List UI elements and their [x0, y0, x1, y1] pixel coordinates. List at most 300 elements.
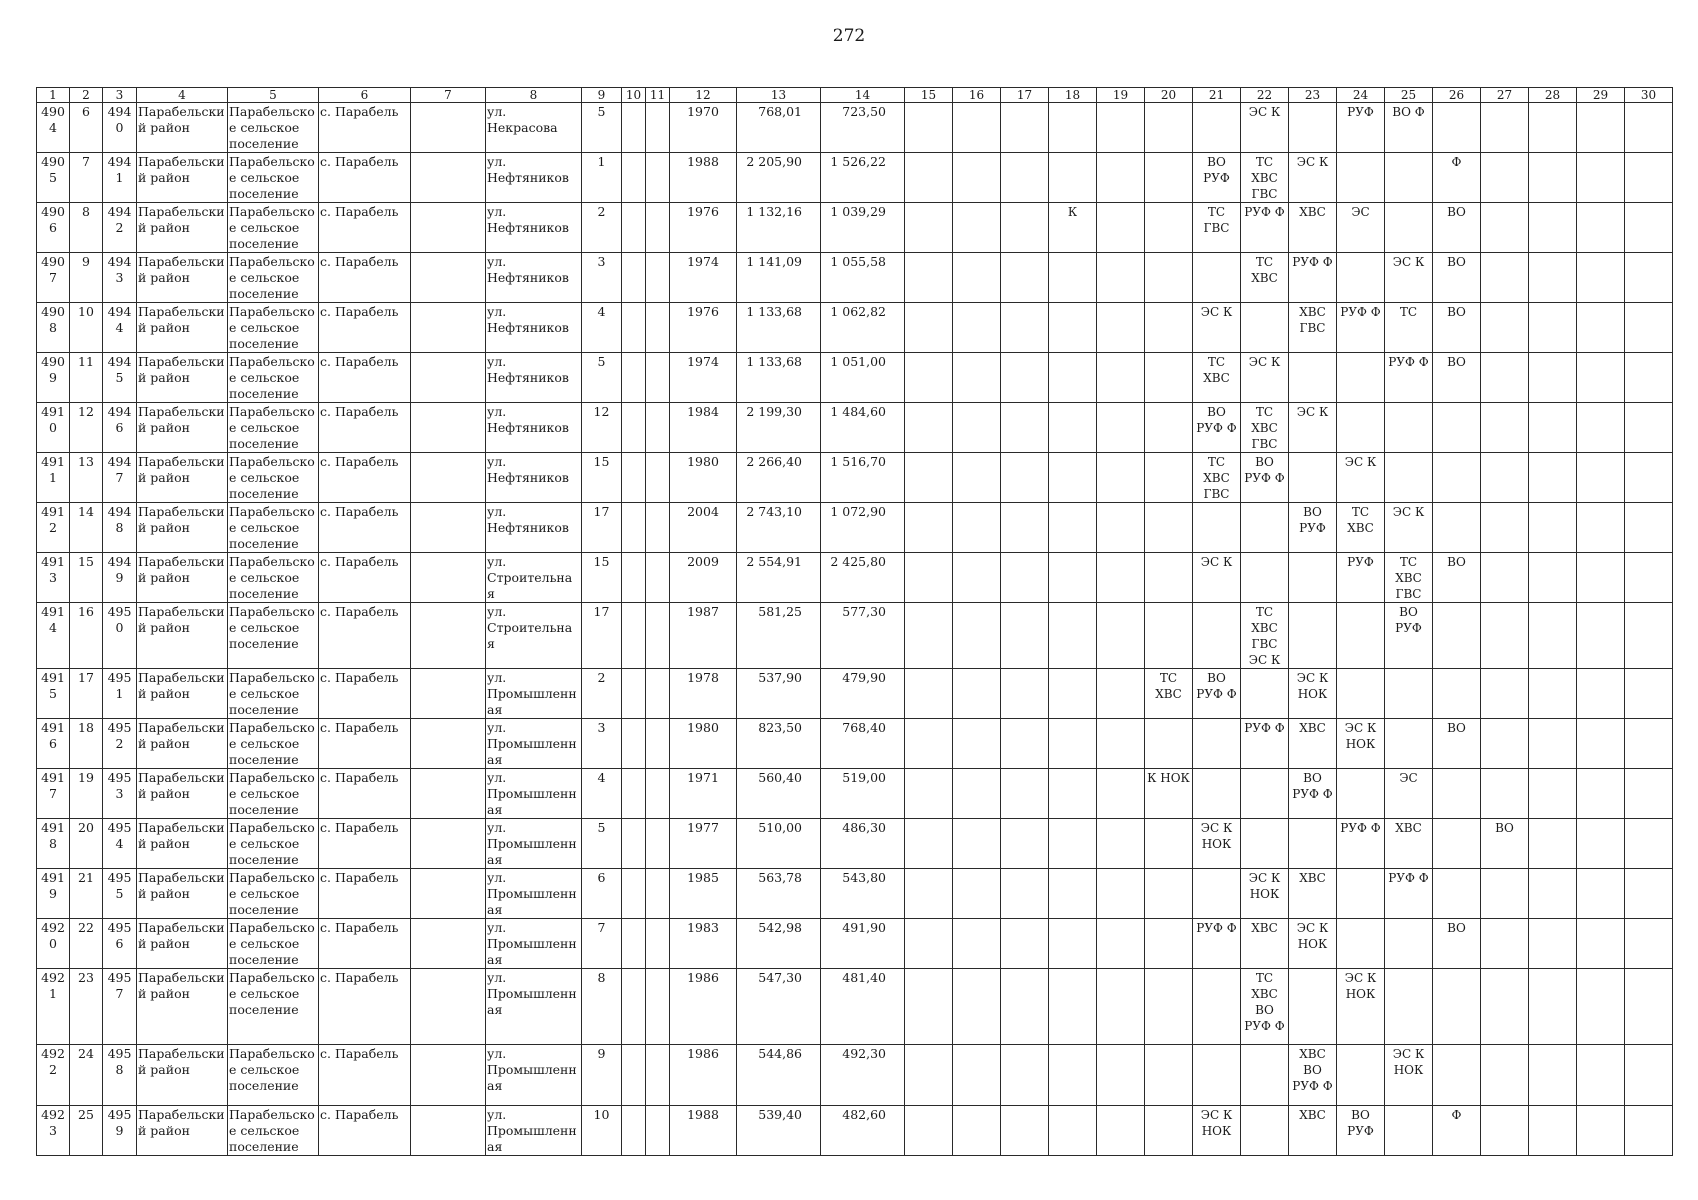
table-row — [37, 969, 1673, 1045]
cell-col-8: ул. Нефтяников — [486, 453, 582, 503]
cell-col-25: РУФ Ф — [1385, 353, 1433, 403]
cell-col-6: с. Парабель — [319, 303, 411, 353]
cell-col-10 — [622, 503, 646, 553]
cell-col-20: К НОК — [1145, 769, 1193, 819]
cell-col-7 — [411, 869, 486, 919]
column-header-22: 22 — [1241, 88, 1289, 103]
cell-col-13: 544,86 — [737, 1045, 821, 1106]
cell-col-24 — [1337, 603, 1385, 669]
cell-col-17 — [1001, 869, 1049, 919]
cell-col-22: ЭС К НОК — [1241, 869, 1289, 919]
cell-col-1: 4913 — [37, 553, 70, 603]
cell-col-22 — [1241, 769, 1289, 819]
cell-col-20 — [1145, 503, 1193, 553]
cell-col-15 — [905, 669, 953, 719]
cell-col-12: 1980 — [670, 719, 737, 769]
cell-col-23: ХВС — [1289, 719, 1337, 769]
table-row — [37, 353, 1673, 403]
cell-col-2: 7 — [70, 153, 103, 203]
cell-col-8: ул. Промышленная — [486, 919, 582, 969]
cell-col-13: 2 199,30 — [737, 403, 821, 453]
cell-col-6: с. Парабель — [319, 819, 411, 869]
cell-col-17 — [1001, 769, 1049, 819]
column-header-15: 15 — [905, 88, 953, 103]
column-header-1: 1 — [37, 88, 70, 103]
cell-col-1: 4919 — [37, 869, 70, 919]
column-header-2: 2 — [70, 88, 103, 103]
cell-col-30 — [1625, 769, 1673, 819]
cell-col-18 — [1049, 553, 1097, 603]
column-header-8: 8 — [486, 88, 582, 103]
cell-col-22: РУФ Ф — [1241, 719, 1289, 769]
cell-col-18 — [1049, 503, 1097, 553]
cell-col-13: 768,01 — [737, 103, 821, 153]
cell-col-13: 542,98 — [737, 919, 821, 969]
cell-col-14: 543,80 — [821, 869, 905, 919]
cell-col-14: 1 039,29 — [821, 203, 905, 253]
cell-col-5: Парабельское сельское поселение — [228, 253, 319, 303]
cell-col-25: ТС ХВС ГВС — [1385, 553, 1433, 603]
cell-col-20 — [1145, 403, 1193, 453]
cell-col-22: ЭС К — [1241, 353, 1289, 403]
cell-col-28 — [1529, 103, 1577, 153]
cell-col-14: 492,30 — [821, 1045, 905, 1106]
cell-col-1: 4911 — [37, 453, 70, 503]
cell-col-5: Парабельское сельское поселение — [228, 719, 319, 769]
column-header-17: 17 — [1001, 88, 1049, 103]
cell-col-23: ХВС ВО РУФ Ф — [1289, 1045, 1337, 1106]
cell-col-10 — [622, 669, 646, 719]
cell-col-28 — [1529, 303, 1577, 353]
cell-col-16 — [953, 769, 1001, 819]
cell-col-28 — [1529, 1106, 1577, 1156]
cell-col-16 — [953, 603, 1001, 669]
cell-col-13: 2 554,91 — [737, 553, 821, 603]
cell-col-1: 4920 — [37, 919, 70, 969]
cell-col-18 — [1049, 353, 1097, 403]
cell-col-1: 4916 — [37, 719, 70, 769]
cell-col-22 — [1241, 1045, 1289, 1106]
cell-col-12: 1976 — [670, 303, 737, 353]
cell-col-5: Парабельское сельское поселение — [228, 303, 319, 353]
cell-col-6: с. Парабель — [319, 453, 411, 503]
cell-col-18 — [1049, 669, 1097, 719]
cell-col-26 — [1433, 969, 1481, 1045]
cell-col-22: ТС ХВС — [1241, 253, 1289, 303]
cell-col-25 — [1385, 453, 1433, 503]
cell-col-7 — [411, 153, 486, 203]
cell-col-19 — [1097, 919, 1145, 969]
cell-col-16 — [953, 403, 1001, 453]
column-header-11: 11 — [646, 88, 670, 103]
cell-col-25 — [1385, 153, 1433, 203]
cell-col-2: 22 — [70, 919, 103, 969]
cell-col-22 — [1241, 669, 1289, 719]
cell-col-10 — [622, 153, 646, 203]
cell-col-30 — [1625, 203, 1673, 253]
cell-col-20 — [1145, 303, 1193, 353]
cell-col-11 — [646, 403, 670, 453]
cell-col-21: ЭС К НОК — [1193, 819, 1241, 869]
cell-col-11 — [646, 919, 670, 969]
cell-col-20 — [1145, 253, 1193, 303]
cell-col-13: 2 743,10 — [737, 503, 821, 553]
cell-col-26 — [1433, 103, 1481, 153]
cell-col-13: 1 133,68 — [737, 303, 821, 353]
cell-col-25: ЭС К — [1385, 253, 1433, 303]
cell-col-19 — [1097, 503, 1145, 553]
cell-col-26 — [1433, 669, 1481, 719]
cell-col-30 — [1625, 503, 1673, 553]
cell-col-9: 15 — [582, 553, 622, 603]
cell-col-10 — [622, 553, 646, 603]
table-row — [37, 669, 1673, 719]
cell-col-7 — [411, 603, 486, 669]
cell-col-23: ХВС ГВС — [1289, 303, 1337, 353]
cell-col-12: 1986 — [670, 969, 737, 1045]
cell-col-3: 4944 — [103, 303, 137, 353]
cell-col-29 — [1577, 453, 1625, 503]
cell-col-13: 581,25 — [737, 603, 821, 669]
cell-col-21 — [1193, 969, 1241, 1045]
column-header-20: 20 — [1145, 88, 1193, 103]
cell-col-24 — [1337, 769, 1385, 819]
cell-col-26 — [1433, 453, 1481, 503]
table-row — [37, 453, 1673, 503]
cell-col-21: ТС ГВС — [1193, 203, 1241, 253]
cell-col-18 — [1049, 1106, 1097, 1156]
cell-col-28 — [1529, 969, 1577, 1045]
cell-col-28 — [1529, 769, 1577, 819]
cell-col-6: с. Парабель — [319, 1106, 411, 1156]
cell-col-27 — [1481, 203, 1529, 253]
cell-col-27 — [1481, 453, 1529, 503]
cell-col-27 — [1481, 153, 1529, 203]
cell-col-17 — [1001, 819, 1049, 869]
cell-col-3: 4942 — [103, 203, 137, 253]
cell-col-6: с. Парабель — [319, 669, 411, 719]
cell-col-3: 4949 — [103, 553, 137, 603]
cell-col-30 — [1625, 719, 1673, 769]
cell-col-27 — [1481, 1106, 1529, 1156]
cell-col-27 — [1481, 869, 1529, 919]
cell-col-1: 4914 — [37, 603, 70, 669]
cell-col-23: ЭС К — [1289, 403, 1337, 453]
cell-col-24: ЭС — [1337, 203, 1385, 253]
cell-col-14: 1 051,00 — [821, 353, 905, 403]
cell-col-16 — [953, 869, 1001, 919]
cell-col-6: с. Парабель — [319, 869, 411, 919]
cell-col-11 — [646, 303, 670, 353]
cell-col-9: 9 — [582, 1045, 622, 1106]
table-row — [37, 153, 1673, 203]
cell-col-20 — [1145, 869, 1193, 919]
cell-col-29 — [1577, 253, 1625, 303]
cell-col-20: ТС ХВС — [1145, 669, 1193, 719]
cell-col-26: ВО — [1433, 719, 1481, 769]
cell-col-7 — [411, 303, 486, 353]
cell-col-28 — [1529, 403, 1577, 453]
cell-col-29 — [1577, 719, 1625, 769]
cell-col-9: 6 — [582, 869, 622, 919]
table-row — [37, 1045, 1673, 1106]
cell-col-8: ул. Промышленная — [486, 769, 582, 819]
cell-col-11 — [646, 1045, 670, 1106]
cell-col-19 — [1097, 353, 1145, 403]
cell-col-16 — [953, 669, 1001, 719]
cell-col-11 — [646, 819, 670, 869]
column-header-16: 16 — [953, 88, 1001, 103]
column-header-7: 7 — [411, 88, 486, 103]
cell-col-24: ЭС К — [1337, 453, 1385, 503]
cell-col-11 — [646, 769, 670, 819]
cell-col-2: 19 — [70, 769, 103, 819]
cell-col-24 — [1337, 153, 1385, 203]
cell-col-6: с. Парабель — [319, 1045, 411, 1106]
cell-col-5: Парабельское сельское поселение — [228, 919, 319, 969]
cell-col-19 — [1097, 669, 1145, 719]
cell-col-2: 15 — [70, 553, 103, 603]
cell-col-29 — [1577, 819, 1625, 869]
cell-col-28 — [1529, 669, 1577, 719]
cell-col-6: с. Парабель — [319, 103, 411, 153]
cell-col-29 — [1577, 153, 1625, 203]
cell-col-11 — [646, 253, 670, 303]
cell-col-4: Парабельский район — [137, 1045, 228, 1106]
cell-col-11 — [646, 603, 670, 669]
cell-col-17 — [1001, 553, 1049, 603]
cell-col-3: 4952 — [103, 719, 137, 769]
cell-col-10 — [622, 719, 646, 769]
cell-col-24: РУФ — [1337, 103, 1385, 153]
cell-col-7 — [411, 453, 486, 503]
cell-col-17 — [1001, 1045, 1049, 1106]
cell-col-5: Парабельское сельское поселение — [228, 403, 319, 453]
cell-col-16 — [953, 1106, 1001, 1156]
cell-col-9: 4 — [582, 303, 622, 353]
cell-col-15 — [905, 353, 953, 403]
cell-col-2: 25 — [70, 1106, 103, 1156]
cell-col-14: 486,30 — [821, 819, 905, 869]
table-row — [37, 553, 1673, 603]
cell-col-1: 4922 — [37, 1045, 70, 1106]
cell-col-5: Парабельское сельское поселение — [228, 503, 319, 553]
cell-col-12: 1983 — [670, 919, 737, 969]
cell-col-8: ул. Некрасова — [486, 103, 582, 153]
cell-col-29 — [1577, 103, 1625, 153]
cell-col-3: 4941 — [103, 153, 137, 203]
cell-col-7 — [411, 819, 486, 869]
cell-col-26: ВО — [1433, 203, 1481, 253]
cell-col-24 — [1337, 669, 1385, 719]
cell-col-21: ВО РУФ — [1193, 153, 1241, 203]
cell-col-28 — [1529, 819, 1577, 869]
cell-col-9: 17 — [582, 603, 622, 669]
cell-col-8: ул. Нефтяников — [486, 503, 582, 553]
cell-col-15 — [905, 769, 953, 819]
cell-col-1: 4905 — [37, 153, 70, 203]
cell-col-28 — [1529, 719, 1577, 769]
cell-col-10 — [622, 603, 646, 669]
cell-col-28 — [1529, 553, 1577, 603]
cell-col-22: ЭС К — [1241, 103, 1289, 153]
cell-col-3: 4943 — [103, 253, 137, 303]
cell-col-15 — [905, 453, 953, 503]
cell-col-17 — [1001, 453, 1049, 503]
column-header-6: 6 — [319, 88, 411, 103]
cell-col-20 — [1145, 969, 1193, 1045]
cell-col-13: 1 132,16 — [737, 203, 821, 253]
cell-col-15 — [905, 203, 953, 253]
cell-col-8: ул. Промышленная — [486, 969, 582, 1045]
cell-col-29 — [1577, 1045, 1625, 1106]
cell-col-27 — [1481, 719, 1529, 769]
cell-col-6: с. Парабель — [319, 969, 411, 1045]
cell-col-18: К — [1049, 203, 1097, 253]
cell-col-17 — [1001, 919, 1049, 969]
cell-col-23: ХВС — [1289, 203, 1337, 253]
cell-col-9: 2 — [582, 669, 622, 719]
cell-col-22 — [1241, 1106, 1289, 1156]
cell-col-6: с. Парабель — [319, 553, 411, 603]
cell-col-20 — [1145, 553, 1193, 603]
cell-col-11 — [646, 869, 670, 919]
table-row — [37, 819, 1673, 869]
table-row — [37, 503, 1673, 553]
cell-col-18 — [1049, 303, 1097, 353]
cell-col-10 — [622, 353, 646, 403]
cell-col-24: РУФ Ф — [1337, 303, 1385, 353]
cell-col-1: 4912 — [37, 503, 70, 553]
cell-col-23: ЭС К — [1289, 153, 1337, 203]
cell-col-23 — [1289, 819, 1337, 869]
cell-col-8: ул. Промышленная — [486, 819, 582, 869]
cell-col-9: 3 — [582, 253, 622, 303]
cell-col-2: 16 — [70, 603, 103, 669]
cell-col-26 — [1433, 603, 1481, 669]
cell-col-20 — [1145, 603, 1193, 669]
cell-col-18 — [1049, 819, 1097, 869]
cell-col-12: 1976 — [670, 203, 737, 253]
cell-col-6: с. Парабель — [319, 203, 411, 253]
cell-col-4: Парабельский район — [137, 669, 228, 719]
cell-col-15 — [905, 603, 953, 669]
cell-col-2: 8 — [70, 203, 103, 253]
cell-col-19 — [1097, 103, 1145, 153]
cell-col-25: ЭС К — [1385, 503, 1433, 553]
cell-col-22: ВО РУФ Ф — [1241, 453, 1289, 503]
cell-col-29 — [1577, 769, 1625, 819]
cell-col-4: Парабельский район — [137, 719, 228, 769]
cell-col-5: Парабельское сельское поселение — [228, 869, 319, 919]
cell-col-4: Парабельский район — [137, 303, 228, 353]
cell-col-23 — [1289, 353, 1337, 403]
cell-col-4: Парабельский район — [137, 253, 228, 303]
cell-col-29 — [1577, 303, 1625, 353]
cell-col-7 — [411, 253, 486, 303]
cell-col-13: 547,30 — [737, 969, 821, 1045]
cell-col-28 — [1529, 153, 1577, 203]
cell-col-3: 4950 — [103, 603, 137, 669]
cell-col-13: 1 133,68 — [737, 353, 821, 403]
cell-col-13: 537,90 — [737, 669, 821, 719]
cell-col-24 — [1337, 403, 1385, 453]
cell-col-28 — [1529, 603, 1577, 669]
cell-col-17 — [1001, 603, 1049, 669]
cell-col-27 — [1481, 503, 1529, 553]
cell-col-25: ВО Ф — [1385, 103, 1433, 153]
cell-col-12: 1977 — [670, 819, 737, 869]
cell-col-21: РУФ Ф — [1193, 919, 1241, 969]
cell-col-23: ХВС — [1289, 869, 1337, 919]
cell-col-6: с. Парабель — [319, 503, 411, 553]
cell-col-4: Парабельский район — [137, 103, 228, 153]
cell-col-14: 1 062,82 — [821, 303, 905, 353]
cell-col-7 — [411, 719, 486, 769]
cell-col-2: 17 — [70, 669, 103, 719]
cell-col-12: 1988 — [670, 153, 737, 203]
cell-col-12: 1978 — [670, 669, 737, 719]
cell-col-29 — [1577, 603, 1625, 669]
cell-col-19 — [1097, 553, 1145, 603]
cell-col-7 — [411, 353, 486, 403]
cell-col-12: 1971 — [670, 769, 737, 819]
cell-col-21 — [1193, 103, 1241, 153]
cell-col-5: Парабельское сельское поселение — [228, 669, 319, 719]
cell-col-3: 4958 — [103, 1045, 137, 1106]
cell-col-23 — [1289, 969, 1337, 1045]
cell-col-25: ЭС К НОК — [1385, 1045, 1433, 1106]
cell-col-11 — [646, 969, 670, 1045]
cell-col-21: ВО РУФ Ф — [1193, 669, 1241, 719]
cell-col-21: ВО РУФ Ф — [1193, 403, 1241, 453]
cell-col-9: 5 — [582, 353, 622, 403]
cell-col-3: 4948 — [103, 503, 137, 553]
cell-col-26: ВО — [1433, 919, 1481, 969]
cell-col-27 — [1481, 403, 1529, 453]
cell-col-13: 510,00 — [737, 819, 821, 869]
cell-col-15 — [905, 503, 953, 553]
cell-col-10 — [622, 103, 646, 153]
cell-col-13: 2 266,40 — [737, 453, 821, 503]
cell-col-10 — [622, 819, 646, 869]
cell-col-26: ВО — [1433, 303, 1481, 353]
cell-col-14: 482,60 — [821, 1106, 905, 1156]
cell-col-7 — [411, 103, 486, 153]
cell-col-2: 20 — [70, 819, 103, 869]
cell-col-3: 4956 — [103, 919, 137, 969]
cell-col-26 — [1433, 769, 1481, 819]
cell-col-3: 4947 — [103, 453, 137, 503]
cell-col-17 — [1001, 153, 1049, 203]
cell-col-2: 10 — [70, 303, 103, 353]
column-header-5: 5 — [228, 88, 319, 103]
cell-col-5: Парабельское сельское поселение — [228, 103, 319, 153]
cell-col-2: 23 — [70, 969, 103, 1045]
cell-col-24: ЭС К НОК — [1337, 969, 1385, 1045]
cell-col-9: 2 — [582, 203, 622, 253]
cell-col-10 — [622, 919, 646, 969]
cell-col-14: 519,00 — [821, 769, 905, 819]
cell-col-6: с. Парабель — [319, 403, 411, 453]
cell-col-17 — [1001, 669, 1049, 719]
cell-col-12: 1985 — [670, 869, 737, 919]
cell-col-23: РУФ Ф — [1289, 253, 1337, 303]
cell-col-25 — [1385, 919, 1433, 969]
cell-col-1: 4906 — [37, 203, 70, 253]
cell-col-22: ХВС — [1241, 919, 1289, 969]
cell-col-18 — [1049, 453, 1097, 503]
